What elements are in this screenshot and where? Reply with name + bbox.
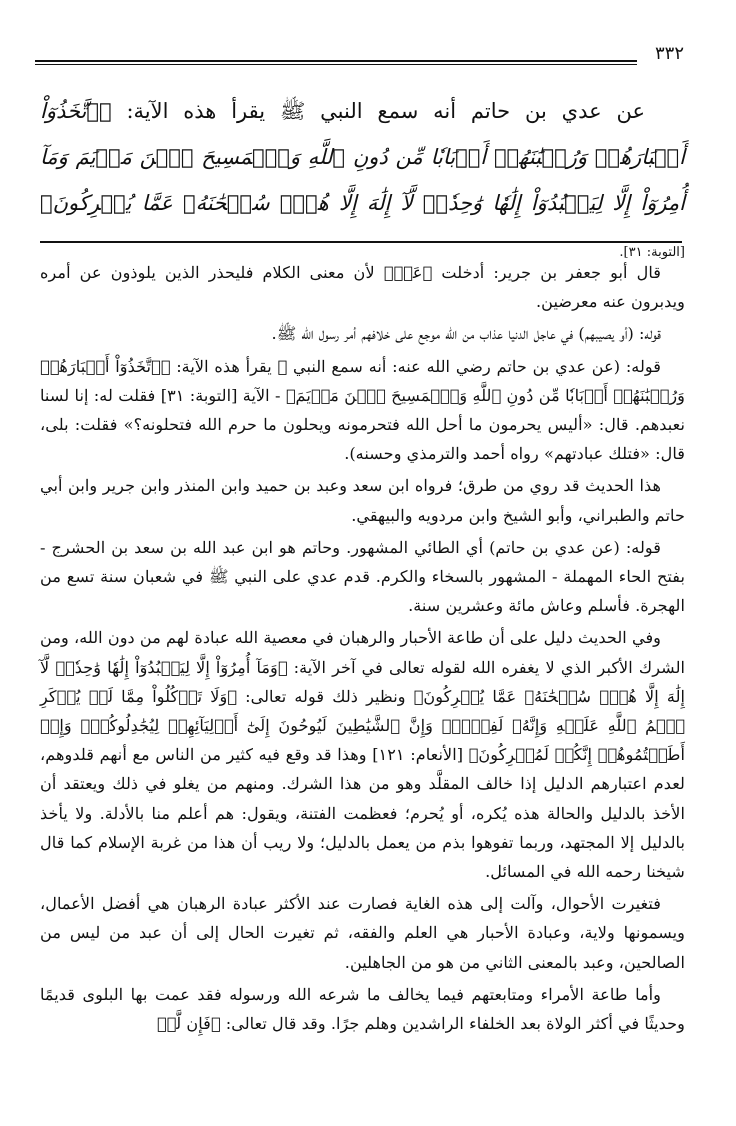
main-paragraph <box>40 88 685 276</box>
main-text <box>40 88 685 276</box>
commentary-paragraph: قوله: (عن عدي بن حاتم رضي الله عنه: أنه سمع النبي ﷺ يقرأ هذه الآية: ﴿ٱتَّخَذُوٓاْ أَحۡبَارَهُمۡ وَرُهۡبَٰنَهُمۡ أَرۡبَابٗا مِّن دُونِ ٱللَّهِ وَٱلۡمَسِيحَ ٱبۡنَ مَرۡيَمَ﴾ - الآية [التوبة: ٣١] فقلت له: إنا لسنا نعبدهم. قال: «أليس يحرمون ما أحل الله فتحرمونه ويحلون ما حرم الله فتحلونه؟» فقلت: بلى، قال: «فتلك عبادتهم» رواه أحمد والترمذي وحسنه). <box>40 356 685 464</box>
commentary <box>40 258 685 1038</box>
commentary-paragraph: فتغيرت الأحوال، وآلت إلى هذه الغاية فصارت عند الأكثر عبادة الرهبان هي أفضل الأعمال، ويسمونها ولاية، وعبادة الأحبار هي العلم والفقه، ثم تغيرت الحال إلى أن عبد من ليس من الصالحين، وعبد بالمعنى الثاني من هو من الجاهلين. <box>40 894 685 972</box>
commentary-paragraph: وفي الحديث دليل على أن طاعة الأحبار والرهبان في معصية الله عبادة لهم من دون الله، ومن الشرك الأكبر الذي لا يغفره الله لقوله تعالى في آخر الآية: ﴿وَمَآ أُمِرُوٓاْ إِلَّا لِيَعۡبُدُوٓاْ إِلَٰهٗا وَٰحِدٗاۖ لَّآ إِلَٰهَ إِلَّا هُوَۚ سُبۡحَٰنَهُۥ عَمَّا يُشۡرِكُونَ﴾ ونظير ذلك قوله تعالى: ﴿وَلَا تَأۡكُلُواْ مِمَّا لَمۡ يُذۡكَرِ ٱسۡمُ ٱللَّهِ عَلَيۡهِ وَإِنَّهُۥ لَفِسۡقٞۗ وَإِنَّ ٱلشَّيَٰطِينَ لَيُوحُونَ إِلَىٰٓ أَوۡلِيَآئِهِمۡ لِيُجَٰدِلُوكُمۡۖ وَإِنۡ أَطَعۡتُمُوهُمۡ إِنَّكُمۡ لَمُشۡرِكُونَ﴾ [الأنعام: ١٢١] وهذا قد وقع فيه كثير من الناس مع أنهم قلدوهم، لعدم اعتبارهم الدليل إذا خالف المقلَّد وهو من هذا الشرك. ومنهم من يغلو في ذلك ويعتقد أن الأخذ بالدليل والحالة هذه يُكره، أو يُحرم؛ فعظمت الفتنة، ويقول: هم أعلم منا بالأدلة. ولا يأخذ بالدليل إلا المجتهد، وربما تفوهوا بذم من يعمل بالدليل؛ ولا ريب أن هذا من غربة الإسلام كما قال شيخنا رحمه الله في المسائل. <box>40 628 685 882</box>
header-rule <box>35 60 637 65</box>
commentary-paragraph: هذا الحديث قد روي من طرق؛ فرواه ابن سعد وعبد بن حميد وابن المنذر وابن جرير وابن أبي حاتم والطبراني، وأبو الشيخ وابن مردويه والبيهقي. <box>40 476 685 525</box>
quran-verse: ﴿ٱتَّخَذُوٓاْ أَحۡبَارَهُمۡ وَرُهۡبَٰنَهُمۡ أَرۡبَابٗا مِّن دُونِ ٱللَّهِ وَٱلۡمَسِيحَ ٱبۡنَ مَرۡيَمَ وَمَآ أُمِرُوٓاْ إِلَّا لِيَعۡبُدُوٓاْ إِلَٰهٗا وَٰحِدٗاۖ لَّآ إِلَٰهَ إِلَّا هُوَۚ سُبۡحَٰنَهُۥ عَمَّا يُشۡرِكُونَ﴾ <box>40 99 685 215</box>
verse-reference: [التوبة: ٣١]. <box>619 245 685 260</box>
separator-rule <box>40 241 682 243</box>
main-intro: عن عدي بن حاتم أنه سمع النبي ﷺ يقرأ هذه الآية: <box>126 99 645 123</box>
page-number: ٣٣٢ <box>654 43 684 64</box>
commentary-paragraph: قوله: (أو يصيبهم) في عاجل الدنيا عذاب من الله موجع على خلافهم أمر رسول الله ﷺ. <box>271 324 661 344</box>
commentary-paragraph: قوله: (عن عدي بن حاتم) أي الطائي المشهور. وحاتم هو ابن عبد الله بن سعد بن الحشرج - بفتح الحاء المهملة - المشهور بالسخاء والكرم. قدم عدي على النبي ﷺ في شعبان سنة تسع من الهجرة. فأسلم وعاش مائة وعشرين سنة. <box>40 537 685 616</box>
commentary-paragraph: قال أبو جعفر بن جرير: أدخلت ﴿عَنۡ﴾ لأن معنى الكلام فليحذر الذين يلوذون عن أمره ويدبرون عنه معرضين. <box>40 263 685 312</box>
commentary-paragraph: وأما طاعة الأمراء ومتابعتهم فيما يخالف ما شرعه الله ورسوله فقد عمت بها البلوى قديمًا وحديثًا في أكثر الولاة بعد الخلفاء الراشدين وهلم جرًا. وقد قال تعالى: ﴿فَإِن لَّمۡ <box>40 984 685 1034</box>
